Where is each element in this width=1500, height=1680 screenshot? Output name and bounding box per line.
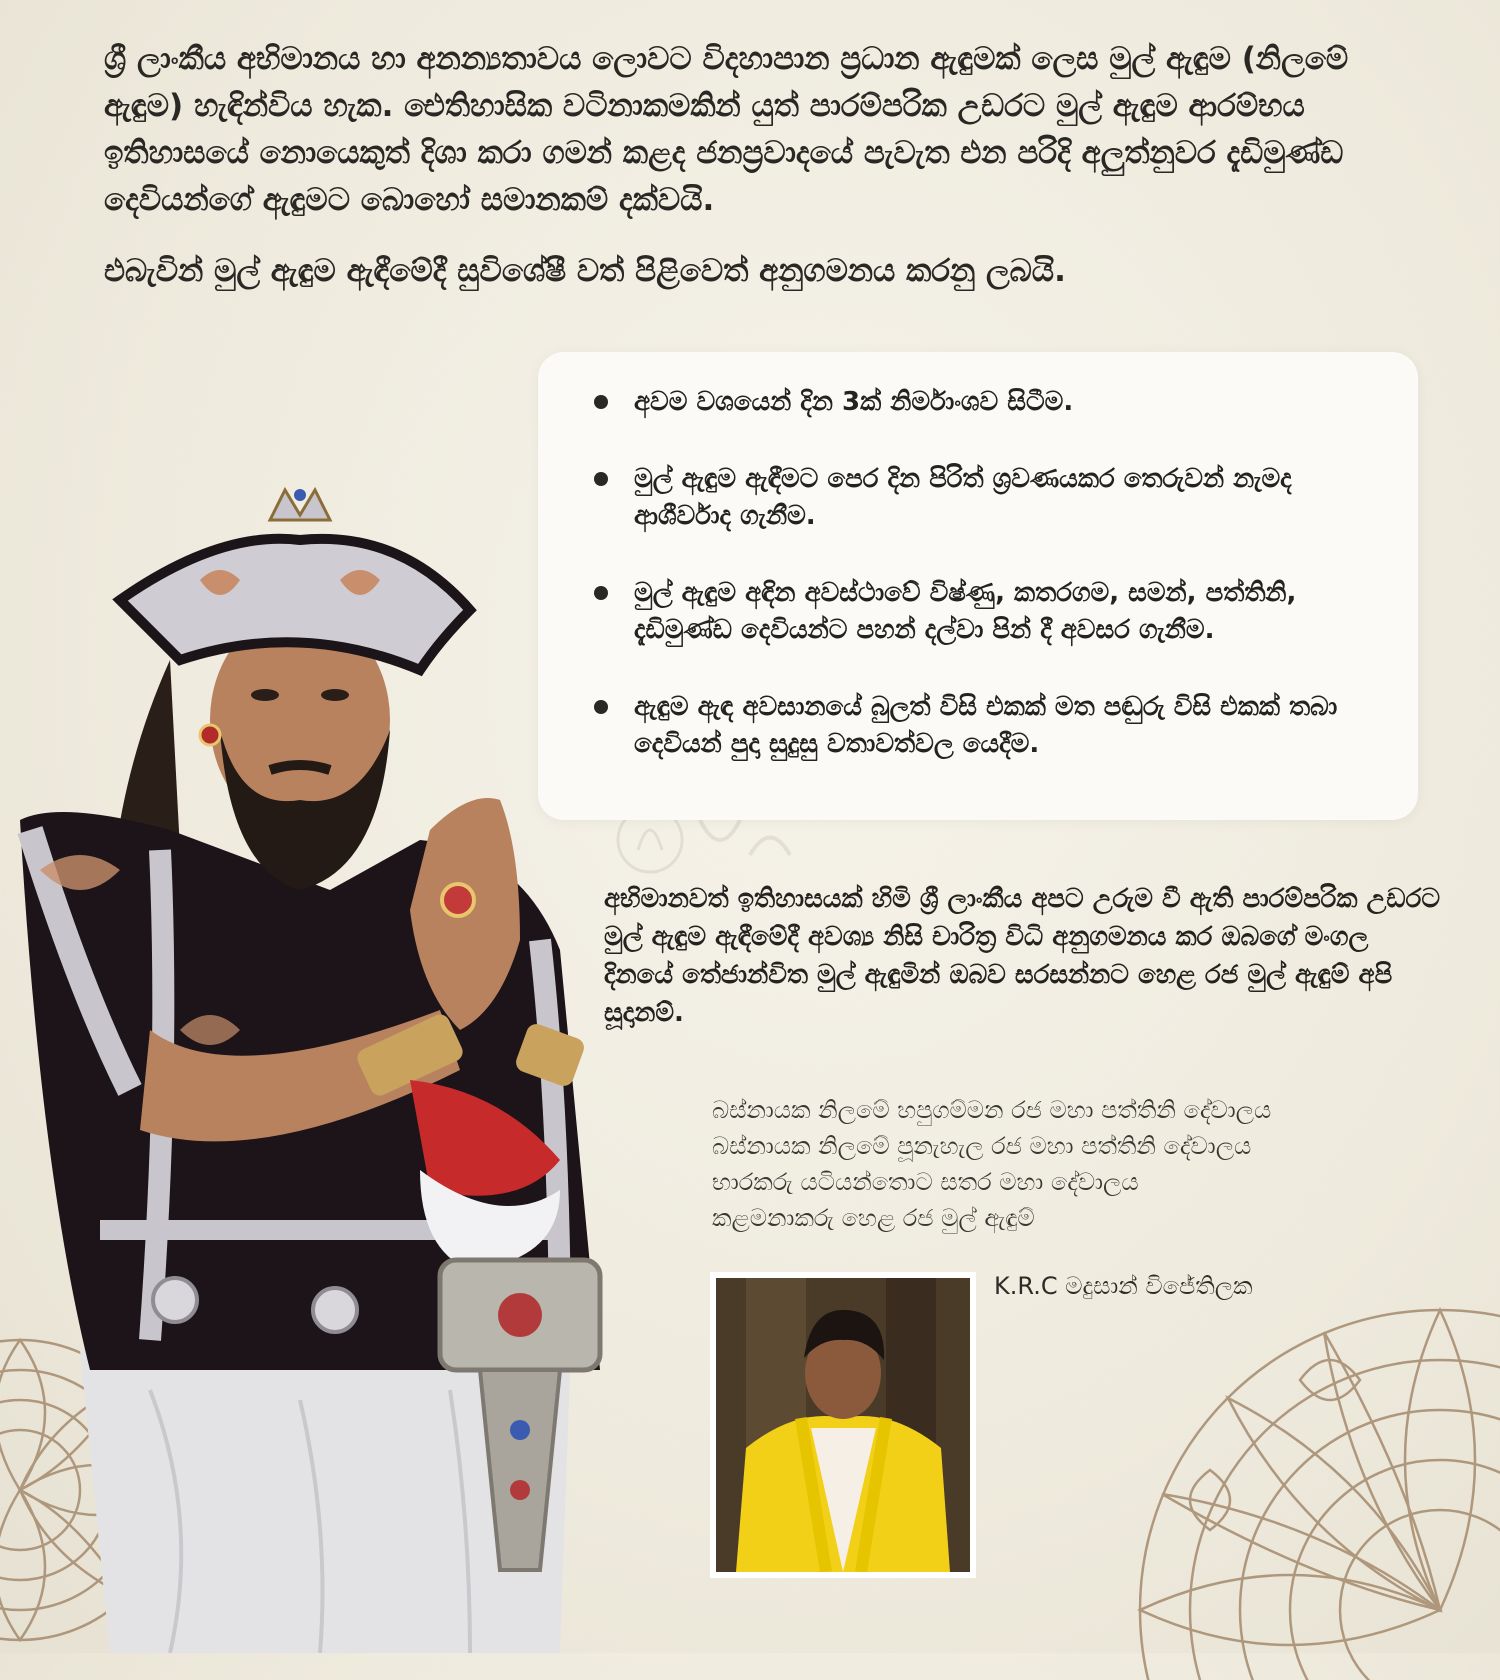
list-item bbox=[590, 384, 1378, 421]
practice-text: මුල් ඇඳුම අඳින අවස්ථාවේ විෂ්ණු, කතරගම, සමන්, පත්තිනි, දැඩිමුණ්ඩ දෙවියන්ට පහන් දල්වා පින් දී අවසර ගැනීම. bbox=[634, 578, 1297, 645]
signature-title-line: භාරකරු යටියන්තොට සතර මහා දේවාලය bbox=[712, 1168, 1139, 1196]
signature-title-line: බස්නායක නිලමේ හපුගම්මන රජ මහා පත්තිනි දේවාලය bbox=[712, 1096, 1272, 1124]
intro-section bbox=[104, 36, 1434, 319]
bullet-icon bbox=[594, 700, 608, 714]
bullet-icon bbox=[594, 395, 608, 409]
bullet-icon bbox=[594, 586, 608, 600]
signature-block bbox=[712, 1092, 1412, 1236]
practices-card bbox=[538, 352, 1418, 820]
practices-list bbox=[538, 352, 1418, 763]
practice-text: මුල් ඇඳුම ඇඳීමට පෙර දින පිරිත් ශ්‍රවණයකර තෙරුවන් නැමද ආශීර්වාද ගැනීම. bbox=[634, 464, 1292, 531]
author-portrait bbox=[716, 1278, 970, 1572]
closing-paragraph: අභිමානවත් ඉතිහාසයක් හිමි ශ්‍රී ලාංකීය අපට උරුම වී ඇති පාරම්පරික උඩරට මුල් ඇඳුම ඇඳීමේදී අවශ්‍ය නිසි චාරිත්‍ර විධි අනුගමනය කර ඔබගේ මංගල දිනයේ තේජාන්විත මුල් ඇඳුමින් ඔබව සරසන්නට හෙළ රජ මුල් ඇඳුම් අපි සූදානම්. bbox=[604, 884, 1441, 1028]
author-photo bbox=[710, 1272, 976, 1578]
signature-title-line: කළමනාකරු හෙළ රජ මුල් ඇඳුම් bbox=[712, 1204, 1035, 1232]
list-item bbox=[590, 461, 1378, 535]
bullet-icon bbox=[594, 472, 608, 486]
list-item bbox=[590, 575, 1378, 649]
author-name: K.R.C මදුසාන් විජේතිලක bbox=[994, 1272, 1253, 1300]
practice-text: අවම වශයෙන් දින 3ක් නිර්මාංශව සිටීම. bbox=[634, 387, 1074, 417]
list-item bbox=[590, 689, 1378, 763]
intro-paragraph: ශ්‍රී ලාංකීය අභිමානය හා අනන්‍යතාවය ලොවට විදහාපාන ප්‍රධාන ඇඳුමක් ලෙස මුල් ඇඳුම (නිලමේ ඇඳුම) හැඳින්විය හැක. ඓතිහාසික වටිනාකමකින් යුත් පාරම්පරික උඩරට මුල් ඇඳුම ආරම්භය ඉතිහාසයේ නොයෙකුත් දිශා කරා ගමන් කළද ජනප්‍රවාදයේ පැවැත එන පරිදි අලුත්නුවර දැඩිමුණ්ඩ දෙවියන්ගේ ඇඳුමට බොහෝ සමානකම් දක්වයි. bbox=[104, 41, 1349, 218]
mandala-ornament-right bbox=[1110, 1280, 1500, 1680]
practice-text: ඇඳුම ඇඳ අවසානයේ බුලත් විසි එකක් මත පඬුරු විසි එකක් තබා දෙවියන් පුදා සුදුසු වතාවත්වල යෙදීම. bbox=[634, 692, 1338, 759]
intro-summary: එබැවින් මුල් ඇඳුම ඇඳීමේදී සුවිශේෂී වත් පිළිවෙත් අනුගමනය කරනු ලබයි. bbox=[104, 253, 1066, 289]
signature-title-line: බස්නායක නිලමේ පූනැහැල රජ මහා පත්තිනි දේවාලය bbox=[712, 1132, 1252, 1160]
